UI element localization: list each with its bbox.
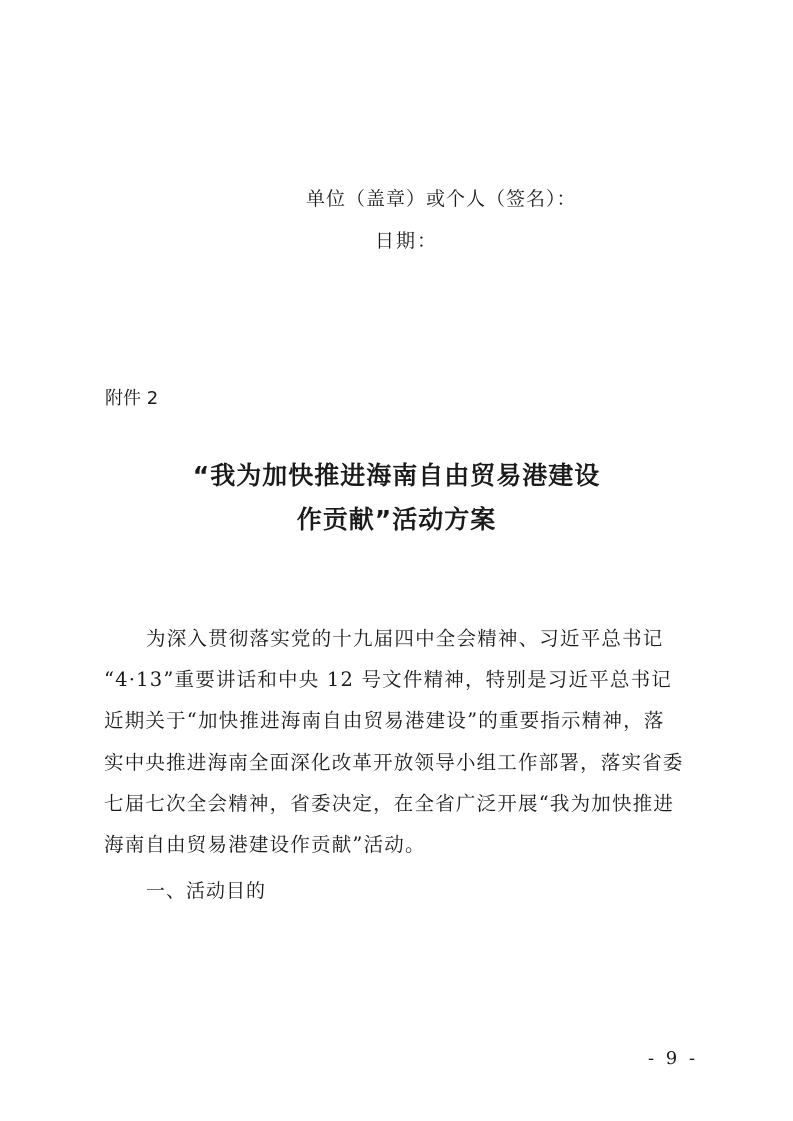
body-paragraph-line: “4·13”重要讲话和中央 12 号文件精神，特别是习近平总书记 — [104, 668, 672, 691]
body-paragraph-line: 近期关于“加快推进海南自由贸易港建设”的重要指示精神，落 — [104, 709, 665, 732]
signature-unit-or-person: 单位（盖章）或个人（签名）： — [306, 188, 577, 210]
document-title-line-1: “我为加快推进海南自由贸易港建设 — [192, 461, 601, 490]
page-number: - 9 - — [648, 1048, 699, 1069]
signature-date: 日期： — [375, 230, 439, 252]
document-title-line-2: 作贡献”活动方案 — [296, 505, 497, 534]
body-paragraph-line: 为深入贯彻落实党的十九届四中全会精神、习近平总书记 — [146, 627, 664, 650]
attachment-label: 附件 2 — [105, 388, 159, 409]
body-paragraph-line: 实中央推进海南全面深化改革开放领导小组工作部署，落实省委 — [104, 751, 684, 774]
body-paragraph-line: 七届七次全会精神，省委决定，在全省广泛开展“我为加快推进 — [104, 792, 675, 815]
body-paragraph-line: 海南自由贸易港建设作贡献”活动。 — [104, 833, 426, 856]
section-heading: 一、活动目的 — [146, 880, 267, 902]
